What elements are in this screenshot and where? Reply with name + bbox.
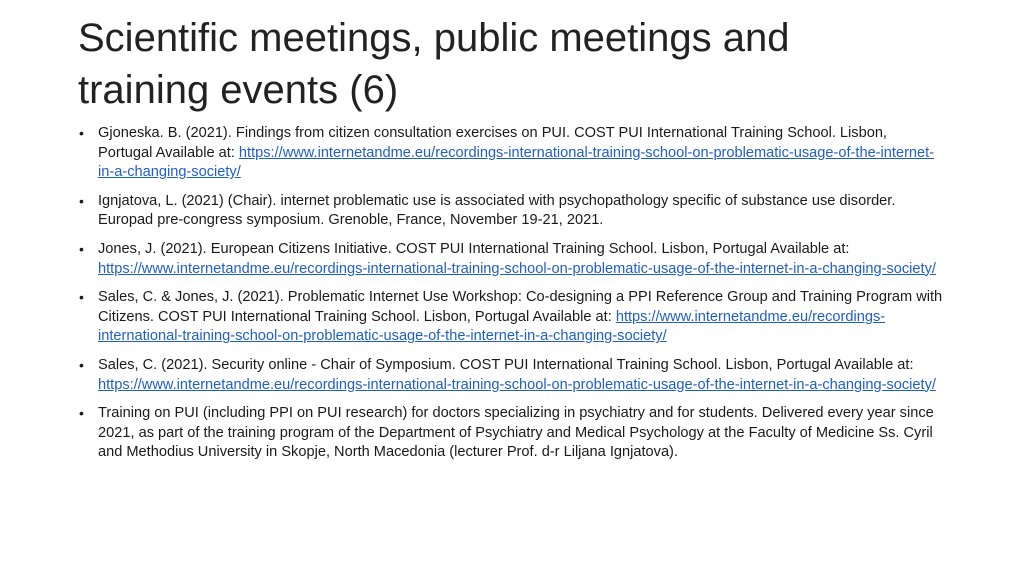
reference-link[interactable]: https://www.internetandme.eu/recordings-international-training-school-on-problematic-usage-of-the-internet-in-a-changing-society/ (98, 308, 886, 345)
slide-title (78, 12, 958, 116)
reference-item (78, 192, 944, 231)
reference-list (78, 124, 944, 472)
reference-item (78, 288, 944, 347)
reference-link[interactable]: https://www.internetandme.eu/recordings-international-training-school-on-problematic-usage-of-the-internet-in-a-changing-society/ (98, 260, 936, 277)
reference-item (78, 404, 944, 463)
reference-text: Ignjatova, L. (2021) (Chair). internet problematic use is associated with psychopathology specific of substance use disorder. Europad pre-congress symposium. Grenoble, France, November 19-21, 2021. (98, 192, 896, 229)
reference-text: Sales, C. & Jones, J. (2021). Problematic Internet Use Workshop: Co-designing a PPI Reference Group and Training Program with Citizens. COST PUI International Training School. Lisbon, Portugal Available at: (98, 289, 943, 325)
bullet-icon: • (79, 289, 84, 306)
reference-text: Training on PUI (including PPI on PUI research) for doctors specializing in psychiatry and for students. Delivered every year since 2021, as part of the training program of the Department of Psychiatry and Medical Psychology at the Faculty of Medicine Ss. Cyril and Methodius University in Skopje, North Macedonia (lecturer Prof. d-r Liljana Ignjatova). (98, 405, 934, 461)
reference-item (78, 124, 944, 183)
bullet-icon: • (79, 240, 84, 257)
bullet-icon: • (79, 356, 84, 373)
reference-item (78, 240, 944, 279)
reference-link[interactable]: https://www.internetandme.eu/recordings-international-training-school-on-problematic-usage-of-the-internet-in-a-changing-society/ (98, 144, 935, 181)
reference-text: Sales, C. (2021). Security online - Chair of Symposium. COST PUI International Training School. Lisbon, Portugal Available at: (98, 356, 914, 373)
reference-item (78, 356, 944, 395)
bullet-icon: • (79, 192, 84, 209)
reference-text: Gjoneska. B. (2021). Findings from citizen consultation exercises on PUI. COST PUI International Training School. Lisbon, Portugal Available at: (98, 125, 887, 161)
reference-link[interactable]: https://www.internetandme.eu/recordings-international-training-school-on-problematic-usage-of-the-internet-in-a-changing-society/ (98, 376, 936, 393)
slide-title-line-2: training events (6) (78, 68, 399, 112)
reference-text: Jones, J. (2021). European Citizens Initiative. COST PUI International Training School. Lisbon, Portugal Available at: (98, 240, 850, 257)
bullet-icon: • (79, 125, 84, 141)
slide-title-line-1: Scientific meetings, public meetings and (78, 16, 790, 60)
bullet-icon: • (79, 405, 84, 422)
